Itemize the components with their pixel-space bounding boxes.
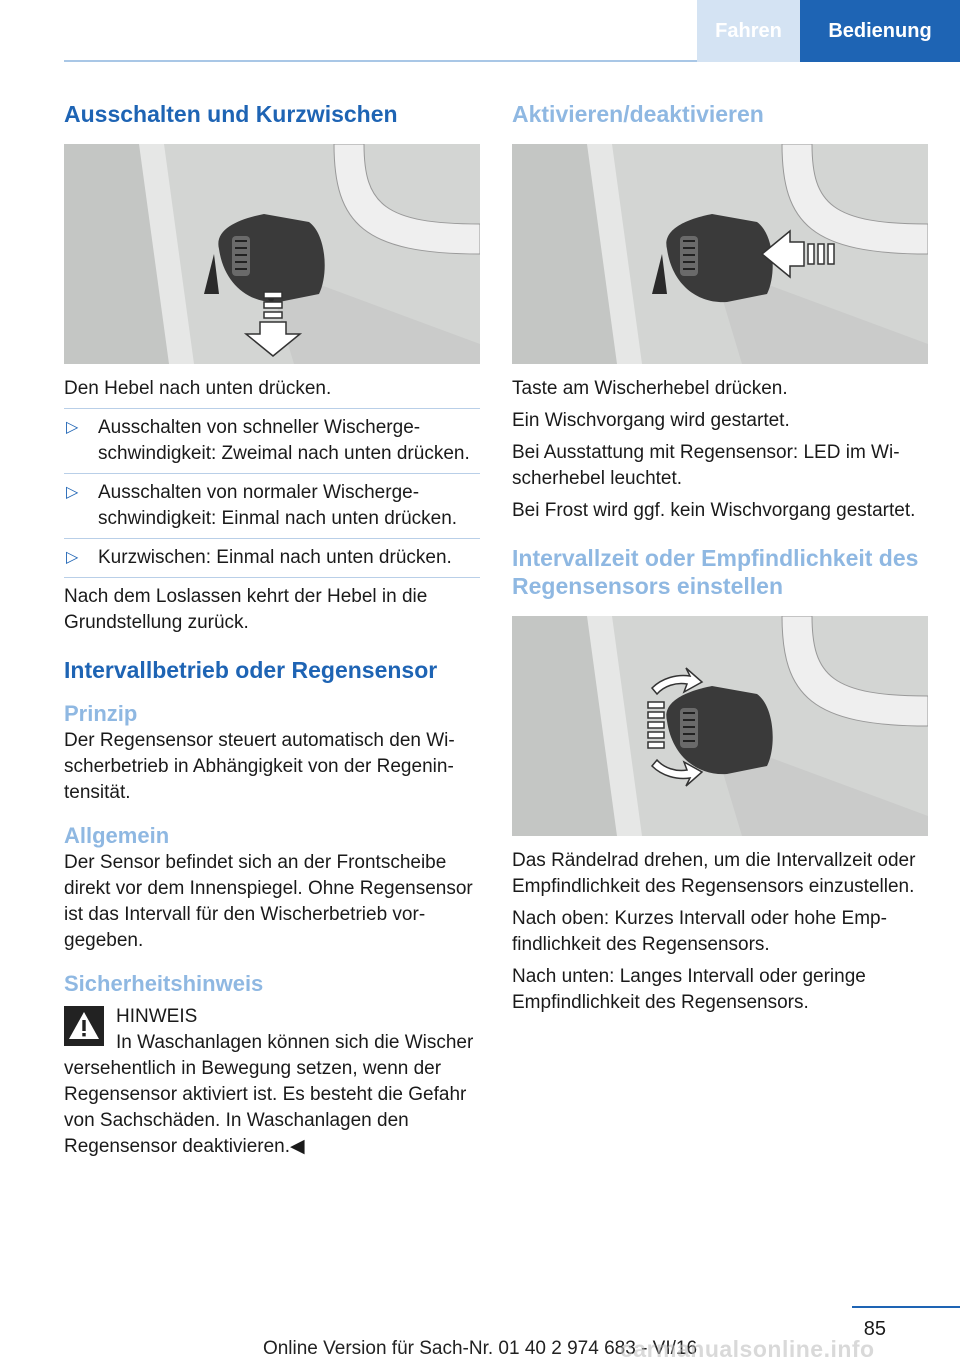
lever-press-illustration	[512, 144, 928, 364]
figure-lever-wheel	[512, 616, 928, 836]
paragraph: Der Sensor befindet sich an der Frontscheibe direkt vor dem Innenspiegel. Ohne Regensensor ist das Intervall für den Wischerbetrieb vorgegeben.	[64, 852, 473, 951]
list-item: ▷ Ausschalten von schneller Wischergeschwindigkeit: Zweimal nach unten drücken.	[64, 408, 480, 473]
figure-lever-down	[64, 144, 480, 364]
paragraph: Bei Frost wird ggf. kein Wischvorgang gestartet.	[512, 500, 916, 521]
bullet-list	[64, 408, 480, 578]
top-bar	[64, 0, 960, 62]
paragraph: Nach unten: Langes Intervall oder geringe Empfindlichkeit des Regensensors.	[512, 966, 866, 1013]
left-column	[64, 100, 480, 1160]
warning-title: HINWEIS	[116, 1006, 198, 1027]
section-heading-ausschalten: Ausschalten und Kurzwischen	[64, 101, 398, 127]
subheading-prinzip: Prinzip	[64, 701, 138, 726]
tab-fahren[interactable]: Fahren	[697, 0, 800, 62]
section-heading-intervallzeit: Intervallzeit oder Empfindlichkeit des Regensensors einstellen	[512, 545, 919, 599]
subheading-sicherheitshinweis: Sicherheitshinweis	[64, 971, 264, 996]
warning-text: In Waschanlagen können sich die Wischer versehentlich in Bewegung setzen, wenn der Regensensor aktiviert ist. Es besteht die Gefahr von Sachschäden. In Waschanlagen den Regensensor deaktivieren.◀	[64, 1032, 474, 1157]
right-column	[512, 100, 928, 1016]
bullet-triangle-icon: ▷	[66, 419, 79, 436]
paragraph: Nach dem Loslassen kehrt der Hebel in die Grundstellung zurück.	[64, 586, 428, 633]
paragraph: Taste am Wischerhebel drücken.	[512, 378, 788, 399]
paragraph: Nach oben: Kurzes Intervall oder hohe Empfindlichkeit des Regensensors.	[512, 908, 887, 955]
online-version-note: Online Version für Sach-Nr. 01 40 2 974 683 - VI/16	[262, 1338, 698, 1359]
section-heading-aktivieren: Aktivieren/deaktivieren	[512, 101, 764, 127]
list-item: ▷ Kurzwischen: Einmal nach unten drücken.	[64, 538, 480, 578]
tab-bedienung[interactable]: Bedienung	[800, 0, 960, 62]
bullet-triangle-icon: ▷	[66, 549, 79, 566]
warning-triangle-icon	[64, 1006, 104, 1046]
footer-rule	[852, 1306, 960, 1308]
lever-wheel-illustration	[512, 616, 928, 836]
watermark: carmanualsonline.info	[620, 1336, 875, 1362]
bullet-triangle-icon: ▷	[66, 484, 79, 501]
subheading-allgemein: Allgemein	[64, 823, 170, 848]
warning-block	[64, 1004, 480, 1030]
lever-down-illustration	[64, 144, 480, 364]
section-heading-intervallbetrieb: Intervallbetrieb oder Regensensor	[64, 657, 438, 683]
paragraph: Das Rändelrad drehen, um die Intervallzeit oder Empfindlichkeit des Regensensors einzustellen.	[512, 850, 916, 897]
paragraph: Den Hebel nach unten drücken.	[64, 378, 332, 399]
paragraph: Der Regensensor steuert automatisch den Wischerbetrieb in Abhängigkeit von der Regenintensität.	[64, 730, 455, 803]
figure-lever-press	[512, 144, 928, 364]
paragraph: Ein Wischvorgang wird gestartet.	[512, 410, 790, 431]
paragraph: Bei Ausstattung mit Regensensor: LED im Wischerhebel leuchtet.	[512, 442, 900, 489]
list-item: ▷ Ausschalten von normaler Wischergeschwindigkeit: Einmal nach unten drücken.	[64, 473, 480, 538]
page-number: 85	[863, 1318, 886, 1340]
